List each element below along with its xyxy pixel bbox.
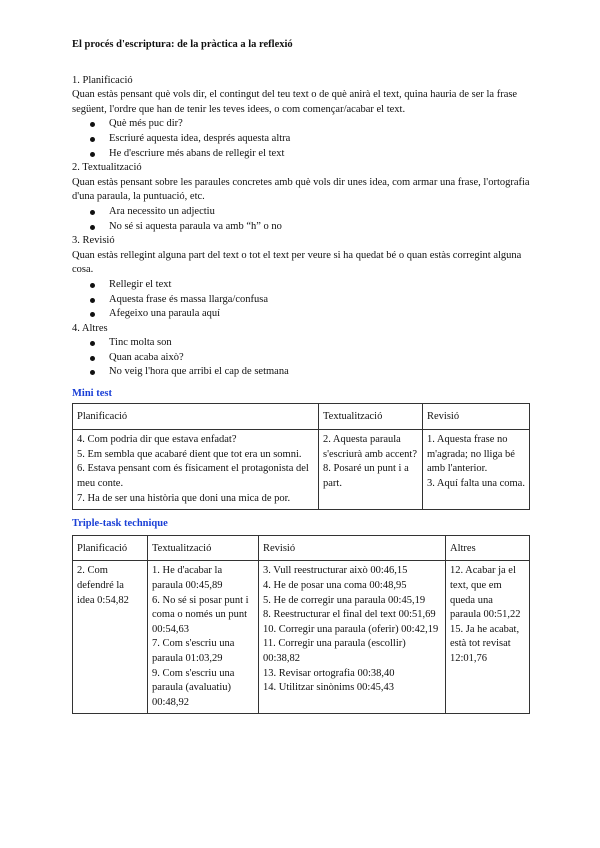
cell-item: 2. Com defendré la idea 0:54,82	[77, 565, 129, 606]
list-item: Ara necessito un adjectiu	[72, 205, 530, 220]
cell-item: 11. Corregir una paraula (escollir) 00:38,82	[263, 638, 406, 664]
table-header-row	[73, 535, 530, 561]
mini-test-table	[72, 403, 530, 511]
table-row	[73, 430, 530, 510]
cell-item: 12. Acabar ja el text, que em queda una paraula 00:51,22	[450, 565, 521, 621]
cell-item: 4. Com podria dir que estava enfadat?	[77, 434, 237, 446]
cell-item: 6. No sé si posar punt i coma o només un punt 00:54,63	[152, 594, 249, 635]
cell-item: 8. Posaré un punt i a part.	[323, 463, 409, 490]
list-item: No sé si aquesta paraula va amb “h” o no	[72, 220, 530, 235]
triple-header-planificacio: Planificació	[73, 535, 148, 561]
triple-header-revisio: Revisió	[259, 535, 446, 561]
cell-item: 7. Ha de ser una història que doni una mica de por.	[77, 492, 291, 504]
bullet-list-textualitzacio	[72, 205, 530, 234]
bullet-list-planificacio	[72, 117, 530, 161]
cell-item: 5. He de corregir una paraula 00:45,19	[263, 594, 426, 606]
mini-cell-textualitzacio	[319, 430, 423, 510]
cell-item: 10. Corregir una paraula (oferir) 00:42,19	[263, 623, 439, 635]
table-header-row	[73, 403, 530, 430]
list-item: No veig l'hora que arribi el cap de setmana	[72, 365, 530, 380]
cell-item: 13. Revisar ortografia 00:38,40	[263, 667, 395, 679]
triple-cell-revisio	[259, 561, 446, 714]
section-text-planificacio: Quan estàs pensant què vols dir, el contingut del teu text o de què anirà el text, quina hauria de ser la frase següent, l'ordre que han de tenir les teves idees, o com començar/acabar el text.	[72, 89, 518, 115]
document-title: El procés d'escriptura: de la pràctica a la reflexió	[72, 39, 293, 50]
bullet-list-altres	[72, 336, 530, 380]
cell-item: 1. Aquesta frase no m'agrada; no lliga bé amb l'anterior.	[427, 434, 515, 475]
list-item: Què més puc dir?	[72, 117, 530, 132]
triple-cell-altres	[446, 561, 530, 714]
section-heading-planificacio: 1. Planificació	[72, 74, 133, 86]
list-item: Rellegir el text	[72, 278, 530, 293]
cell-item: 3. Aquí falta una coma.	[427, 478, 525, 490]
triple-cell-planificacio	[73, 561, 148, 714]
table-row	[73, 561, 530, 714]
cell-item: 6. Estava pensant com és físicament el protagonista del meu conte.	[77, 463, 309, 490]
list-item: Aquesta frase és massa llarga/confusa	[72, 293, 530, 308]
bullet-list-revisio	[72, 278, 530, 322]
mini-header-textualitzacio: Textualització	[319, 403, 423, 430]
list-item: Tinc molta son	[72, 336, 530, 351]
cell-item: 7. Com s'escriu una paraula 01:03,29	[152, 638, 235, 664]
list-item: He d'escriure més abans de rellegir el text	[72, 147, 530, 162]
mini-header-planificacio: Planificació	[73, 403, 319, 430]
section-text-textualitzacio: Quan estàs pensant sobre les paraules concretes amb què vols dir unes idea, com armar una frase, l'ortografia d'una paraula, la puntuació, etc.	[72, 176, 530, 203]
cell-item: 3. Vull reestructurar això 00:46,15	[263, 565, 408, 577]
cell-item: 1. He d'acabar la paraula 00:45,89	[152, 565, 223, 591]
mini-cell-planificacio	[73, 430, 319, 510]
triple-task-heading: Triple-task technique	[72, 518, 168, 530]
cell-item: 15. Ja he acabat, està tot revisat 12:01,76	[450, 623, 520, 664]
cell-item: 4. He de posar una coma 00:48,95	[263, 580, 407, 591]
list-item: Quan acaba això?	[72, 351, 530, 366]
triple-cell-textualitzacio	[148, 561, 259, 714]
mini-cell-revisio	[423, 430, 530, 510]
mini-header-revisio: Revisió	[423, 403, 530, 430]
cell-item: 8. Reestructurar el final del text 00:51,69	[263, 609, 436, 621]
section-heading-altres: 4. Altres	[72, 322, 108, 334]
list-item: Escriuré aquesta idea, després aquesta altra	[72, 132, 530, 147]
list-item: Afegeixo una paraula aquí	[72, 307, 530, 322]
triple-task-table	[72, 535, 530, 715]
document-page	[72, 38, 530, 714]
section-text-revisio: Quan estàs rellegint alguna part del text o tot el text per veure si ha quedat bé o quan estàs corregint alguna cosa.	[72, 249, 522, 276]
cell-item: 2. Aquesta paraula s'escriurà amb accent?	[323, 434, 418, 460]
cell-item: 14. Utilitzar sinònims 00:45,43	[263, 682, 394, 694]
section-heading-textualitzacio: 2. Textualització	[72, 162, 142, 174]
triple-header-textualitzacio: Textualització	[148, 535, 259, 561]
triple-header-altres: Altres	[446, 535, 530, 561]
cell-item: 9. Com s'escriu una paraula (avaluatiu) 00:48,92	[152, 667, 235, 708]
mini-test-heading: Mini test	[72, 388, 112, 400]
section-heading-revisio: 3. Revisió	[72, 235, 115, 247]
cell-item: 5. Em sembla que acabaré dient que tot era un somni.	[77, 448, 302, 460]
